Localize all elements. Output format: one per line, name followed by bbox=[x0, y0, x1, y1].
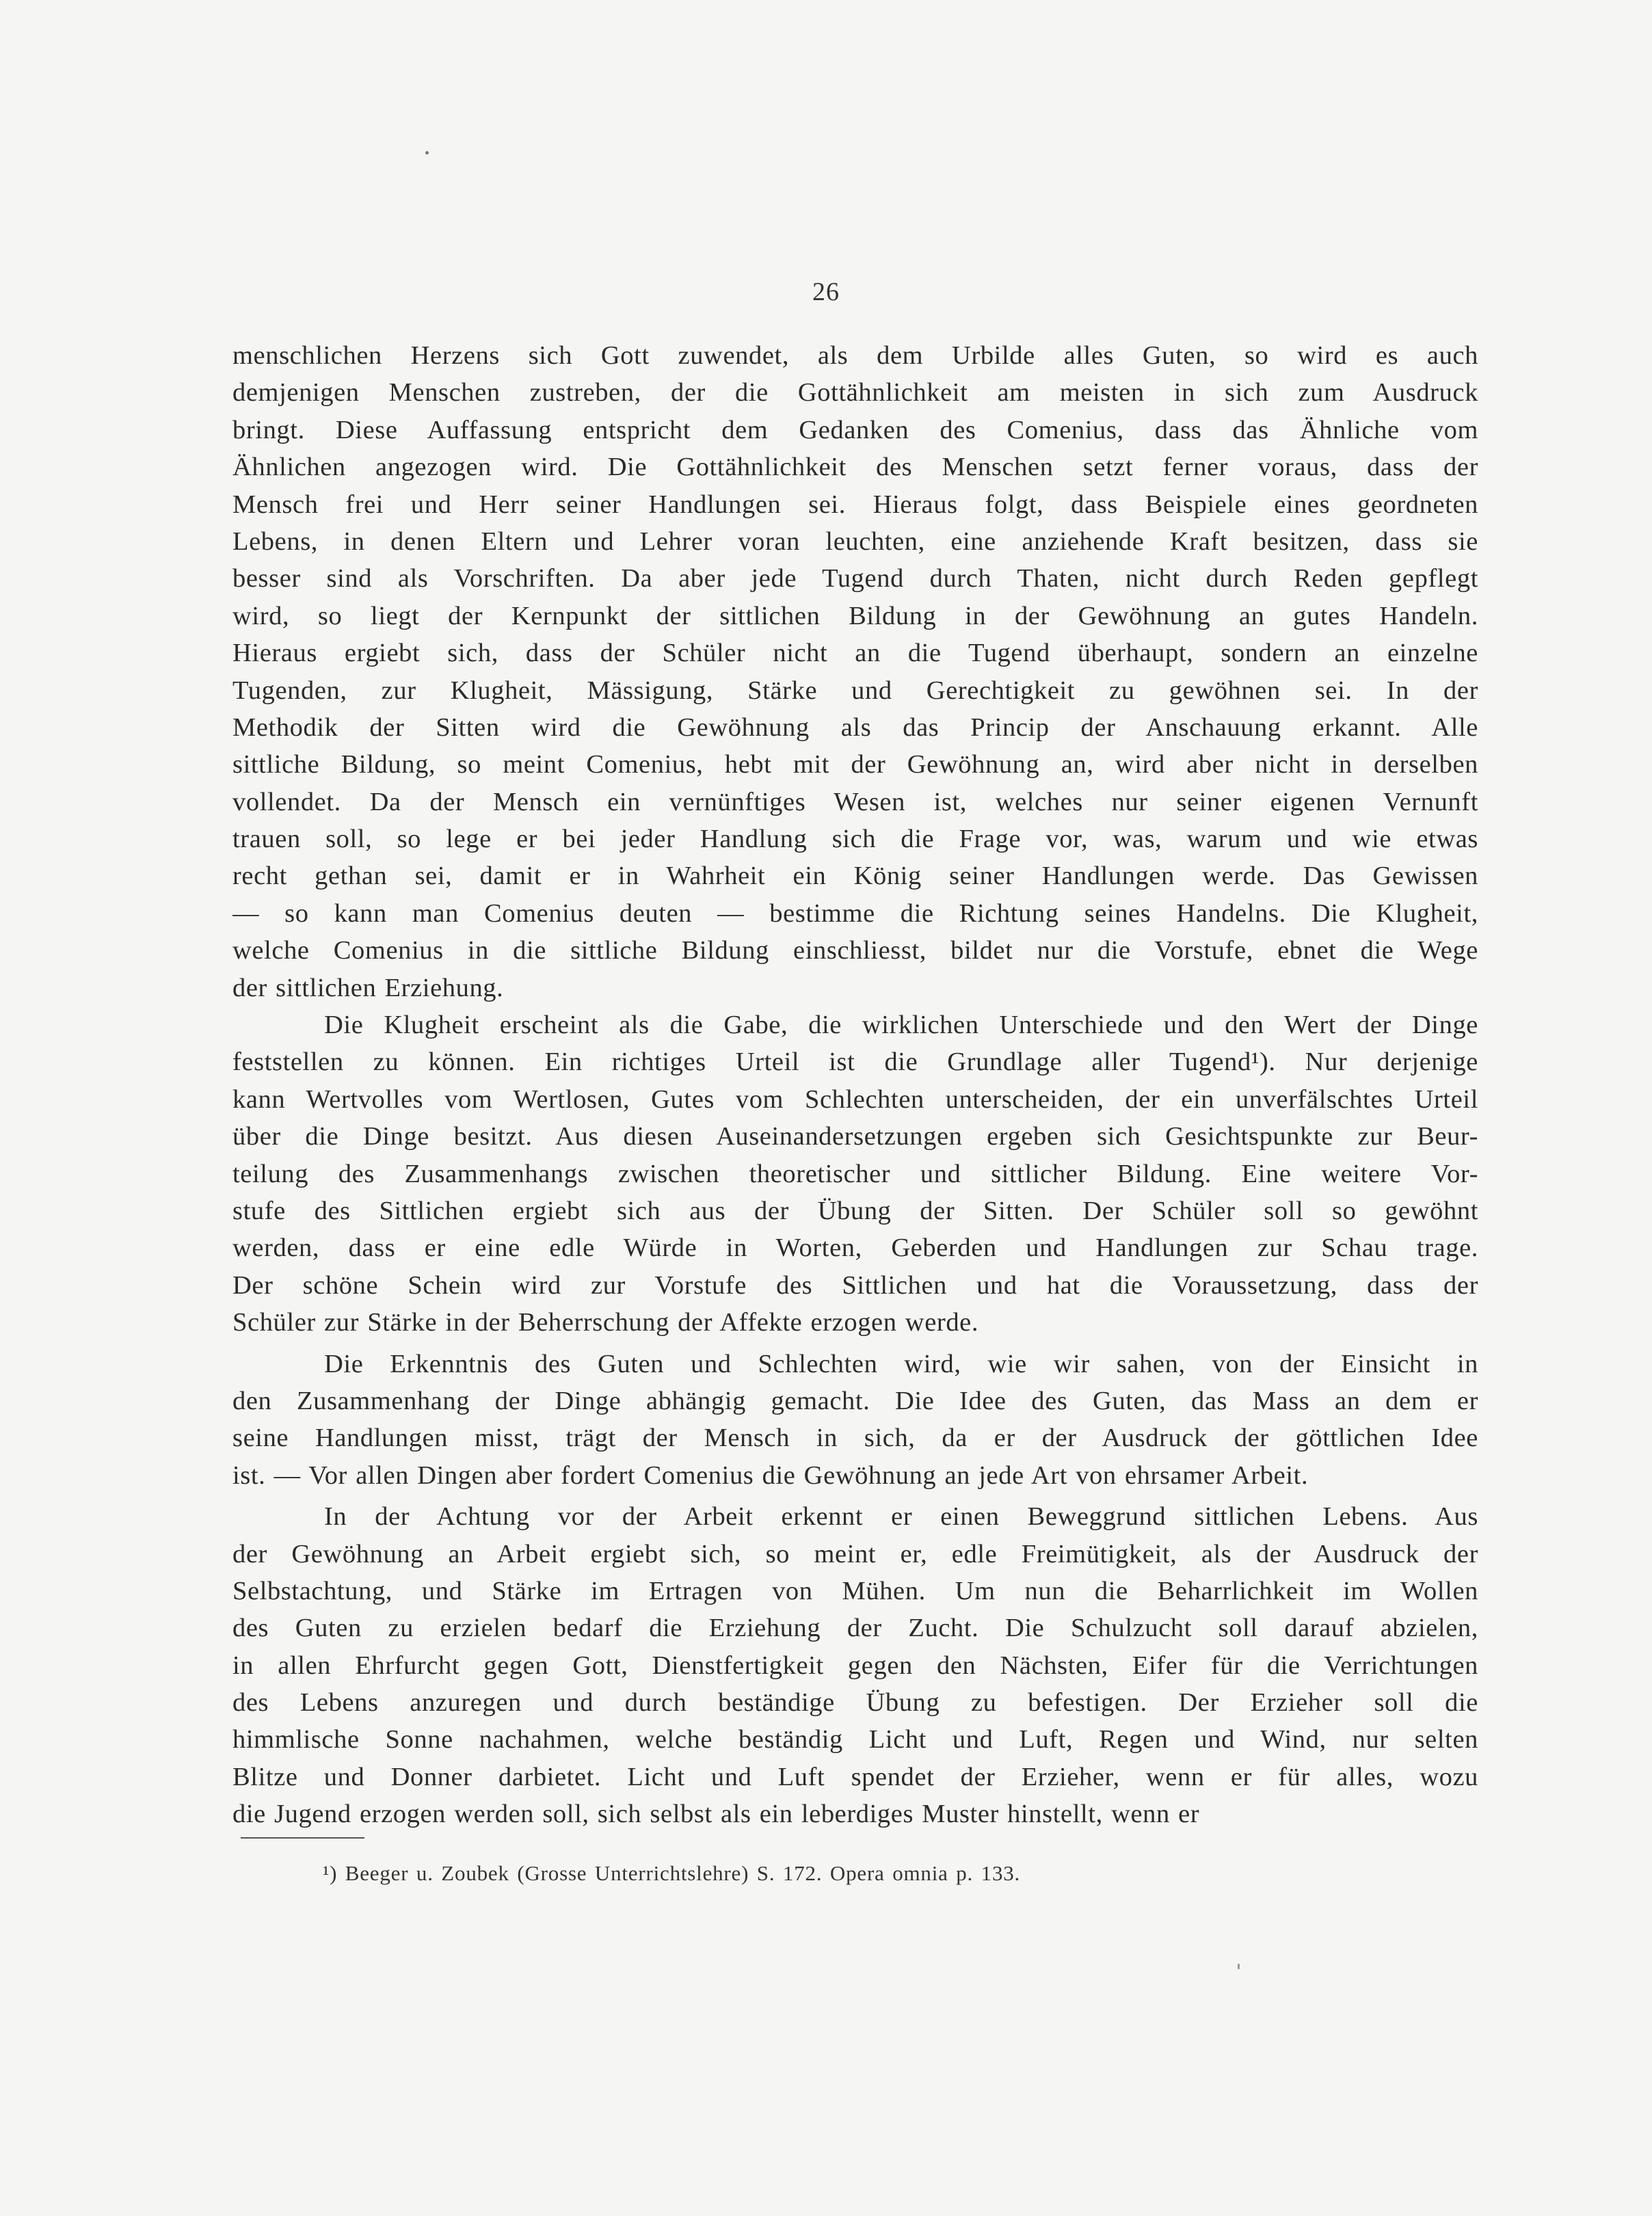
text-line: Mensch frei und Herr seiner Handlungen sei. Hieraus folgt, dass Beispiele eines geordneten bbox=[232, 490, 1478, 519]
text-line: menschlichen Herzens sich Gott zuwendet, als dem Urbilde alles Guten, so wird es auch bbox=[232, 341, 1478, 370]
text-line: die Jugend erzogen werden soll, sich selbst als ein leberdiges Muster hinstellt, wenn er bbox=[232, 1800, 1200, 1829]
text-line: Selbstachtung, und Stärke im Ertragen von Mühen. Um nun die Beharrlichkeit im Wollen bbox=[232, 1576, 1478, 1605]
text-line: Schüler zur Stärke in der Beherrschung der Affekte erzogen werde. bbox=[232, 1308, 979, 1337]
text-line: ist. — Vor allen Dingen aber fordert Comenius die Gewöhnung an jede Art von ehrsamer Arbeit. bbox=[232, 1460, 1309, 1490]
text-line: recht gethan sei, damit er in Wahrheit ein König seiner Handlungen werde. Das Gewissen bbox=[232, 862, 1478, 891]
text-line: Die Klugheit erscheint als die Gabe, die wirklichen Unterschiede und den Wert der Dinge bbox=[324, 1011, 1478, 1040]
text-line: — so kann man Comenius deuten — bestimme die Richtung seines Handelns. Die Klugheit, bbox=[232, 898, 1478, 928]
text-line: Blitze und Donner darbietet. Licht und Luft spendet der Erzieher, wenn er für alles, wozu bbox=[232, 1762, 1478, 1791]
text-line: bringt. Diese Auffassung entspricht dem Gedanken des Comenius, dass das Ähnliche vom bbox=[232, 415, 1478, 444]
text-line: kann Wertvolles vom Wertlosen, Gutes vom Schlechten unterscheiden, der ein unverfälschtes Urteil bbox=[232, 1084, 1478, 1114]
paragraph bbox=[232, 1498, 1478, 1833]
text-line: welche Comenius in die sittliche Bildung einschliesst, bildet nur die Vorstufe, ebnet die Wege bbox=[232, 936, 1478, 965]
footnote: ¹) Beeger u. Zoubek (Grosse Unterrichtslehre) S. 172. Opera omnia p. 133. bbox=[323, 1861, 1021, 1885]
text-line: Der schöne Schein wird zur Vorstufe des Sittlichen und hat die Voraussetzung, dass der bbox=[232, 1270, 1478, 1300]
text-line: seine Handlungen misst, trägt der Mensch in sich, da er der Ausdruck der göttlichen Idee bbox=[232, 1424, 1478, 1453]
footnote-divider bbox=[241, 1837, 364, 1839]
paragraph bbox=[232, 1346, 1478, 1495]
text-line: vollendet. Da der Mensch ein vernünftiges Wesen ist, welches nur seiner eigenen Vernunft bbox=[232, 787, 1478, 816]
paragraph bbox=[232, 1006, 1478, 1341]
text-line: Hieraus ergiebt sich, dass der Schüler nicht an die Tugend überhaupt, sondern an einzelne bbox=[232, 639, 1478, 668]
text-line: stufe des Sittlichen ergiebt sich aus der Übung der Sitten. Der Schüler soll so gewöhnt bbox=[232, 1196, 1478, 1225]
text-line: in allen Ehrfurcht gegen Gott, Dienstfertigkeit gegen den Nächsten, Eifer für die Verrichtungen bbox=[232, 1651, 1478, 1680]
text-line: den Zusammenhang der Dinge abhängig gemacht. Die Idee des Guten, das Mass an dem er bbox=[232, 1386, 1478, 1415]
text-line: über die Dinge besitzt. Aus diesen Auseinandersetzungen ergeben sich Gesichtspunkte zur Beur- bbox=[232, 1122, 1478, 1151]
text-line: werden, dass er eine edle Würde in Worten, Geberden und Handlungen zur Schau trage. bbox=[232, 1233, 1478, 1263]
text-line: des Lebens anzuregen und durch beständige Übung zu befestigen. Der Erzieher soll die bbox=[232, 1688, 1478, 1718]
body-text bbox=[232, 337, 1478, 1833]
text-line: der Gewöhnung an Arbeit ergiebt sich, so meint er, edle Freimütigkeit, als der Ausdruck der bbox=[232, 1539, 1478, 1568]
text-line: Methodik der Sitten wird die Gewöhnung als das Princip der Anschauung erkannt. Alle bbox=[232, 712, 1478, 742]
text-line: demjenigen Menschen zustreben, der die Gottähnlichkeit am meisten in sich zum Ausdruck bbox=[232, 378, 1478, 408]
text-line: teilung des Zusammenhangs zwischen theoretischer und sittlicher Bildung. Eine weitere Vor- bbox=[232, 1159, 1478, 1188]
paragraph bbox=[232, 337, 1478, 1006]
text-line: des Guten zu erzielen bedarf die Erziehung der Zucht. Die Schulzucht soll darauf abzielen, bbox=[232, 1614, 1478, 1643]
text-line: wird, so liegt der Kernpunkt der sittlichen Bildung in der Gewöhnung an gutes Handeln. bbox=[232, 601, 1478, 630]
text-line: besser sind als Vorschriften. Da aber jede Tugend durch Thaten, nicht durch Reden gepflegt bbox=[232, 564, 1478, 593]
text-line: sittliche Bildung, so meint Comenius, hebt mit der Gewöhnung an, wird aber nicht in derselben bbox=[232, 750, 1478, 779]
text-line: Tugenden, zur Klugheit, Mässigung, Stärke und Gerechtigkeit zu gewöhnen sei. In der bbox=[232, 676, 1478, 705]
text-line: himmlische Sonne nachahmen, welche beständig Licht und Luft, Regen und Wind, nur selten bbox=[232, 1725, 1478, 1754]
text-line: In der Achtung vor der Arbeit erkennt er einen Beweggrund sittlichen Lebens. Aus bbox=[324, 1502, 1478, 1532]
scan-speck bbox=[1238, 1964, 1240, 1969]
text-line: trauen soll, so lege er bei jeder Handlung sich die Frage vor, was, warum und wie etwas bbox=[232, 825, 1478, 854]
text-line: Lebens, in denen Eltern und Lehrer voran leuchten, eine anziehende Kraft besitzen, dass sie bbox=[232, 526, 1478, 556]
text-line: der sittlichen Erziehung. bbox=[232, 973, 504, 1002]
text-line: feststellen zu können. Ein richtiges Urteil ist die Grundlage aller Tugend¹). Nur derjenige bbox=[232, 1047, 1478, 1077]
scan-speck bbox=[425, 151, 429, 155]
page-number: 26 bbox=[812, 278, 840, 306]
text-line: Ähnlichen angezogen wird. Die Gottähnlichkeit des Menschen setzt ferner voraus, dass der bbox=[232, 453, 1478, 482]
text-line: Die Erkenntnis des Guten und Schlechten wird, wie wir sahen, von der Einsicht in bbox=[324, 1349, 1478, 1378]
